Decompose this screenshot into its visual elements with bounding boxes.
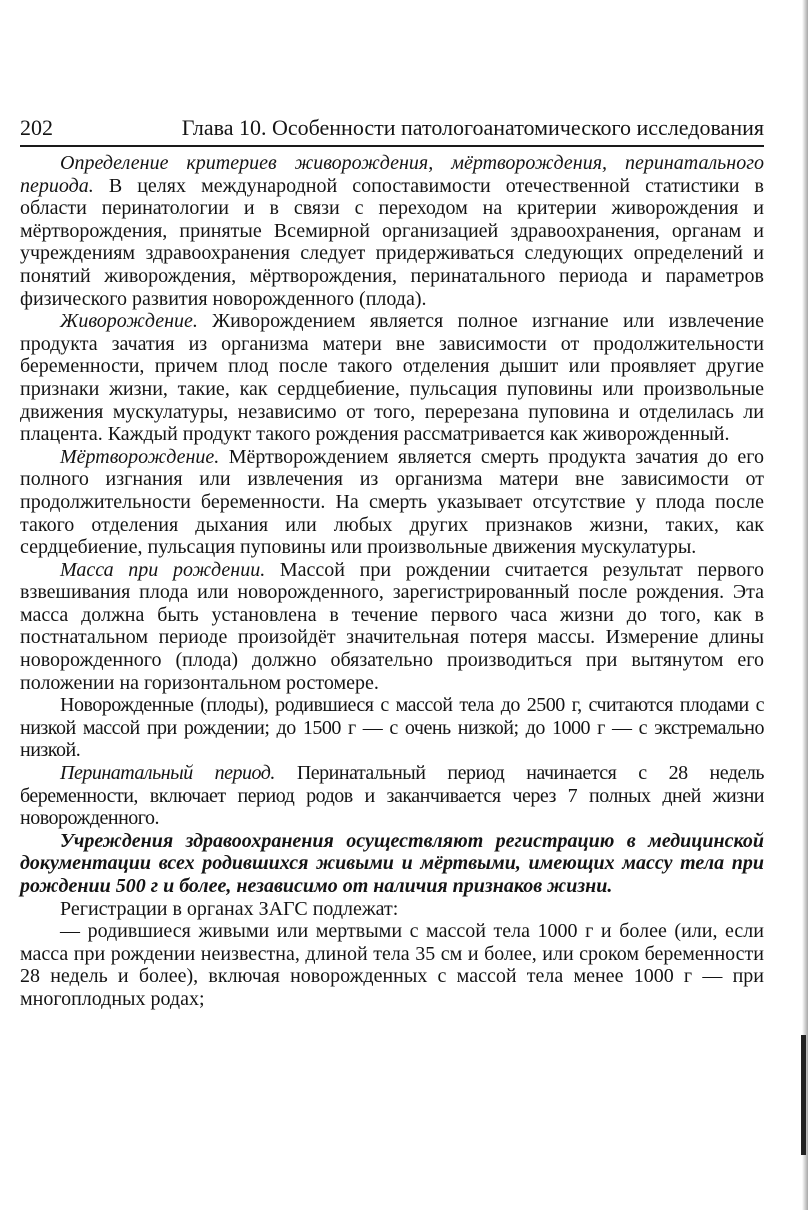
- running-header: [20, 113, 764, 145]
- registration-item: — родившиеся живыми или мертвыми с массой тела 1000 г и более (или, если масса при рождении неизвестна, длиной тела 35 см и более, или сроком беременности 28 недель и более), включая новорожденных с массой тела менее 1000 г — при многоплодных родах;: [20, 920, 764, 1010]
- paragraph-registration-rule: Учреждения здравоохранения осуществляют регистрацию в медицинской документации всех родившихся живыми и мёртвыми, имеющих массу тела при рождении 500 г и более, независимо от наличия признаков жизни.: [20, 829, 764, 897]
- paragraph-text: Новорожденные (плоды), родившиеся с массой тела до 2500 г, считаются плодами с низкой массой при рождении; до 1500 г — с очень низкой; до 1000 г — с экстремально низкой.: [20, 694, 764, 762]
- paragraph-definitions: [20, 152, 764, 310]
- paragraph-birth-weight: [20, 559, 764, 695]
- chapter-title: Глава 10. Особенности патологоанатомического исследования: [181, 115, 764, 140]
- paragraph-stillbirth: [20, 446, 764, 559]
- paragraph-text: Перинатальный период начинается с 28 недель беременности, включает период родов и заканчивается через 7 полных дней жизни новорожденного.: [20, 762, 764, 830]
- paragraph-lead: Масса при рождении.: [60, 558, 266, 581]
- paragraph-text: Массой при рождении считается результат первого взвешивания плода или новорожденного, зарегистрированный после рождения. Эта масса должна быть установлена в течение первого часа жизни до того, как в постнатальном периоде произойдёт значительная потеря массы. Измерение длины новорожденного (плода) должно обязательно производиться при вытянутом его положении на горизонтальном ростомере.: [20, 558, 764, 694]
- paragraph-text: Живорождением является полное изгнание или извлечение продукта зачатия из организма матери вне зависимости от продолжительности беременности, причем плод после такого отделения дышит или проявляет другие признаки жизни, такие, как сердцебиение, пульсация пуповины или произвольные движения мускулатуры, независимо от того, перерезана пуповина и отделилась ли плацента. Каждый продукт такого рождения рассматривается как живорожденный.: [20, 310, 764, 446]
- page-edge-shadow: [802, 0, 808, 1210]
- paragraph-text: В целях международной сопоставимости отечественной статистики в области перинатологии и в связи с переходом на критерии живорождения и мёртворождения, принятые Всемирной организацией здравоохранения, органам и учреждениям здравоохранения следует придерживаться следующих определений и понятий живорождения, мёртворождения, перинатального периода и параметров физического развития новорожденного (плода).: [20, 174, 764, 310]
- paragraph-perinatal-period: [20, 762, 764, 830]
- page-number: 202: [20, 115, 53, 140]
- registration-intro: Регистрации в органах ЗАГС подлежат:: [60, 897, 399, 920]
- paragraph-lead: Живорождение.: [60, 310, 198, 333]
- body-text: [20, 152, 764, 1011]
- paragraph-lead: Перинатальный период.: [60, 762, 275, 785]
- paragraph-lead: Мёртворождение.: [60, 445, 220, 468]
- paragraph-text: Мёртворождением является смерть продукта зачатия до его полного изгнания или извлечения из организма матери вне зависимости от продолжительности беременности. На смерть указывает отсутствие у плода после такого отделения дыхания или любых других признаков жизни, таких, как сердцебиение, пульсация пуповины или произвольные движения мускулатуры.: [20, 445, 764, 559]
- header-rule: [20, 145, 764, 147]
- paragraph-lead: Определение критериев живорождения, мёртворождения, перинатального периода.: [20, 152, 764, 197]
- paragraph-live-birth: [20, 310, 764, 446]
- page-edge-mark: [801, 1035, 806, 1155]
- paragraph-low-weight: [20, 694, 764, 762]
